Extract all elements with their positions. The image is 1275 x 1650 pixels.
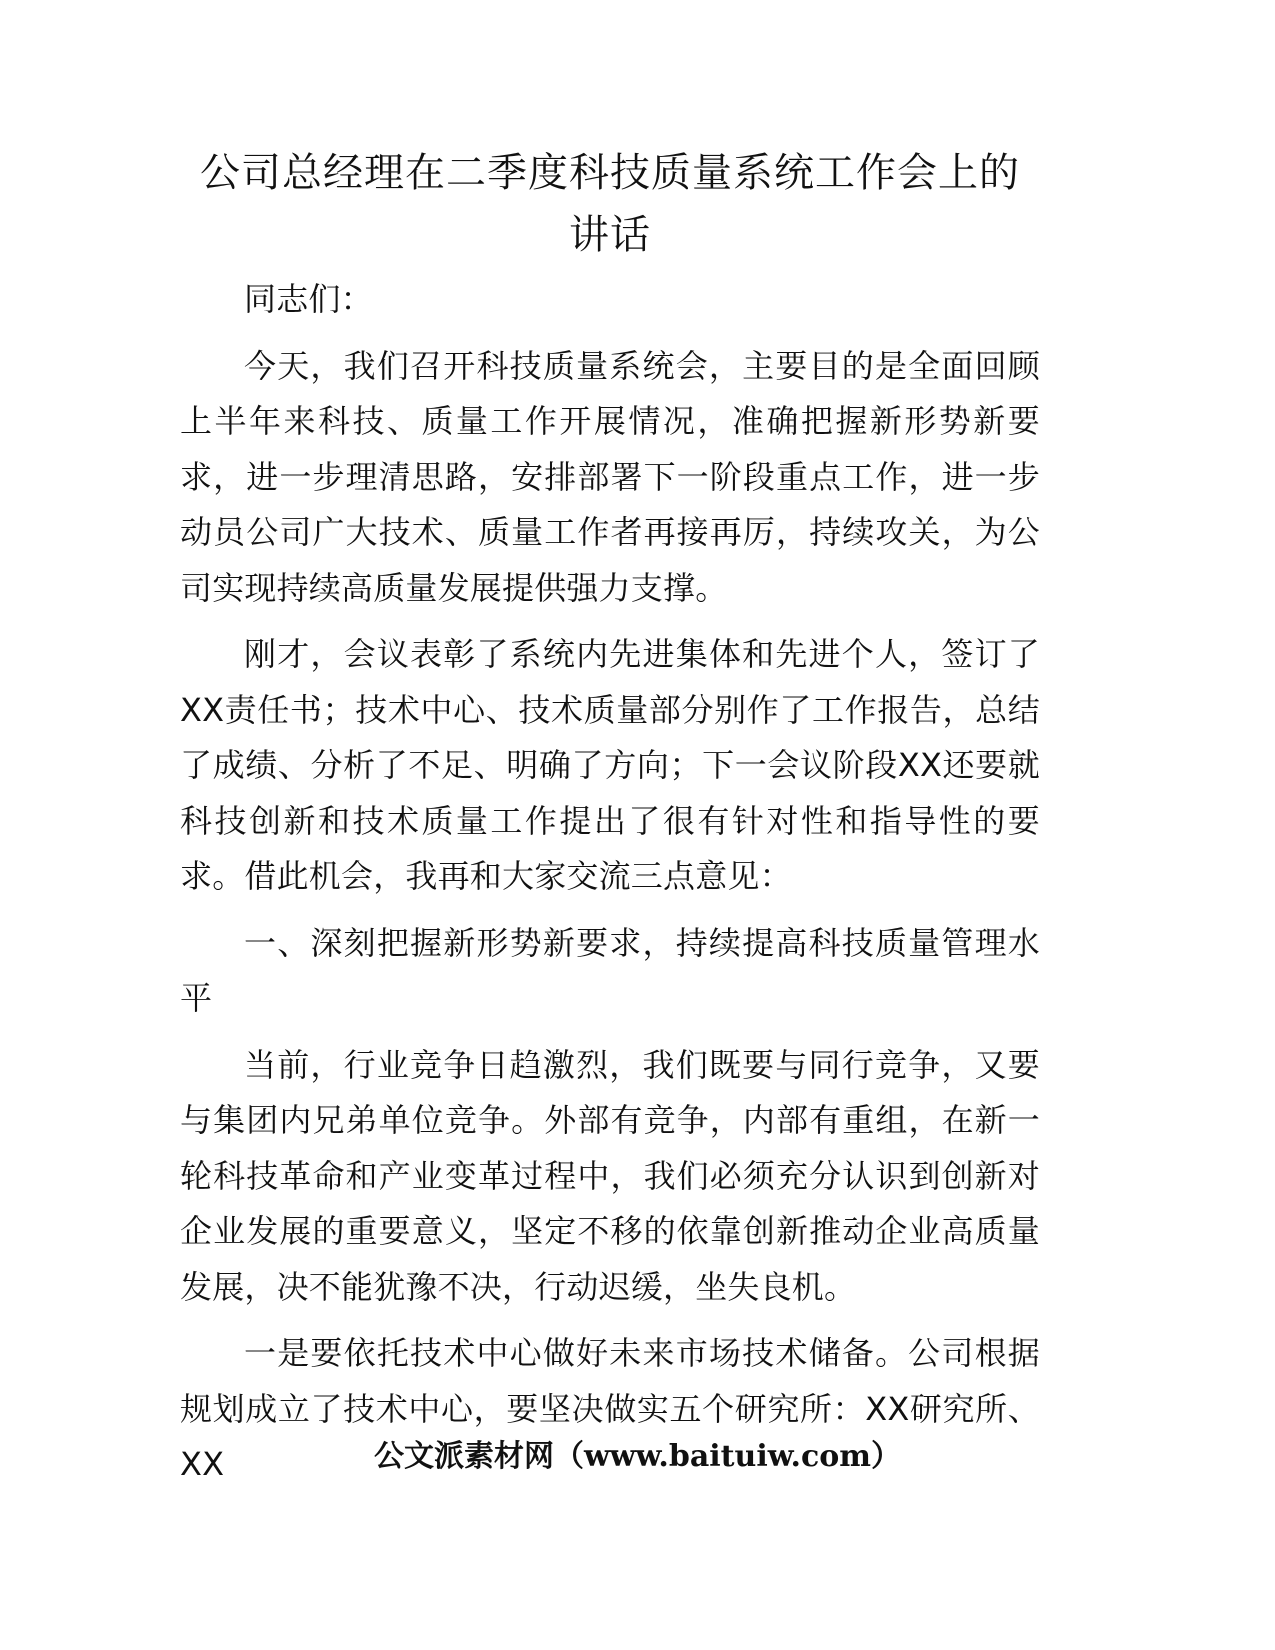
paragraph-review: 刚才，会议表彰了系统内先进集体和先进个人，签订了XX责任书；技术中心、技术质量部分别作了工作报告，总结了成绩、分析了不足、明确了方向；下一会议阶段XX还要就科技创新和技术质量工作提出了很有针对性和指导性的要求。借此机会，我再和大家交流三点意见：: [180, 635, 1040, 895]
footer-watermark: 公文派素材网（www.baituiw.com）: [373, 1439, 902, 1474]
document-page: [180, 0, 1040, 1650]
paragraph-intro: 今天，我们召开科技质量系统会，主要目的是全面回顾上半年来科技、质量工作开展情况，准确把握新形势新要求，进一步理清思路，安排部署下一阶段重点工作，进一步动员公司广大技术、质量工作者再接再厉，持续攻关，为公司实现持续高质量发展提供强力支撑。: [180, 346, 1040, 607]
paragraph-competition: 当前，行业竞争日趋激烈，我们既要与同行竞争，又要与集团内兄弟单位竞争。外部有竞争，内部有重组，在新一轮科技革命和产业变革过程中，我们必须充分认识到创新对企业发展的重要意义，坚定不移的依靠创新推动企业高质量发展，决不能犹豫不决，行动迟缓，坐失良机。: [180, 1045, 1040, 1306]
salutation: 同志们：: [244, 280, 373, 318]
paragraph-point-1: 一是要依托技术中心做好未来市场技术储备。公司根据规划成立了技术中心，要坚决做实五个研究所：XX研究所、XX: [180, 1334, 1040, 1483]
document-body: [180, 272, 1040, 1504]
document-title: 公司总经理在二季度科技质量系统工作会上的讲话: [200, 150, 1020, 258]
section-heading-1: 一、深刻把握新形势新要求，持续提高科技质量管理水平: [180, 923, 1040, 1017]
